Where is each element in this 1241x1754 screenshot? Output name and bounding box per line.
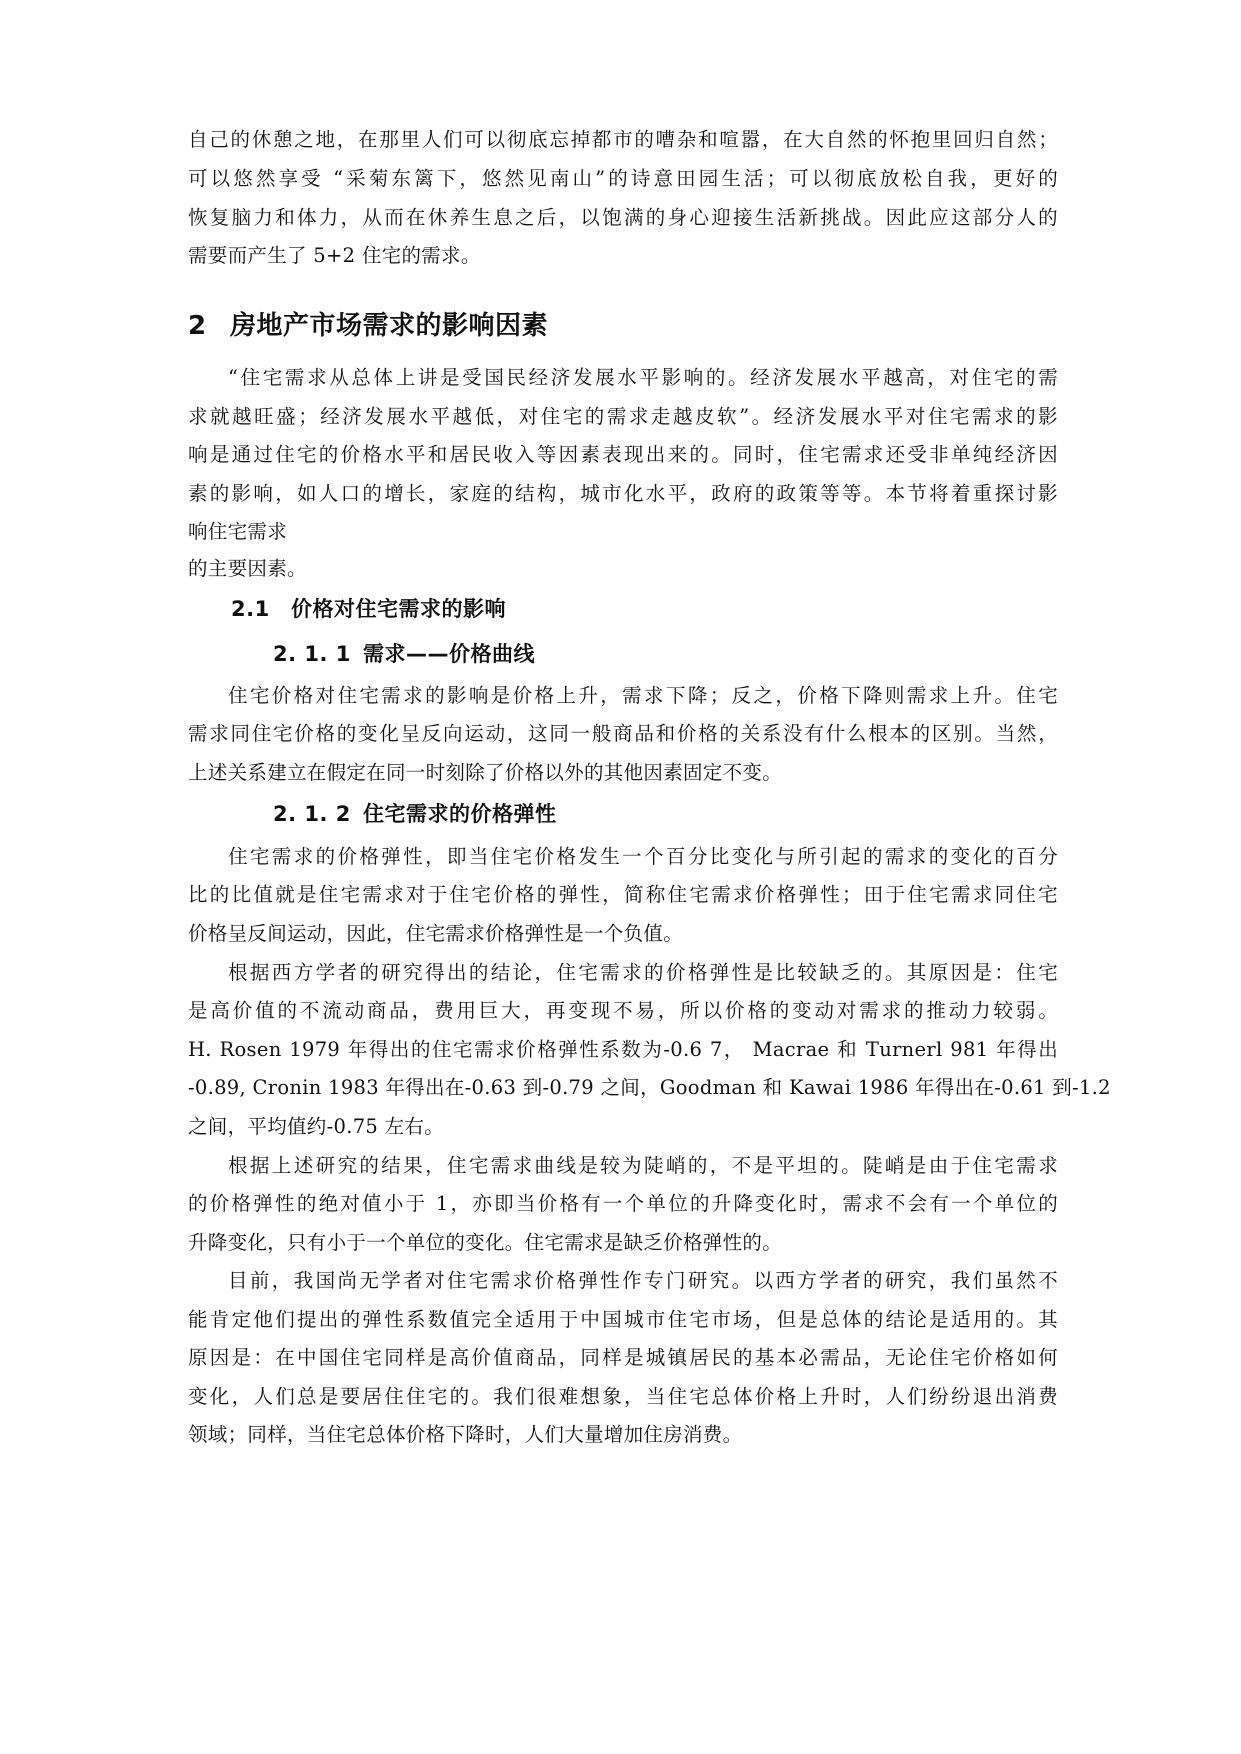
- paragraph-line: 原因是：在中国住宅同样是高价值商品，同样是城镇居民的基本必需品，无论住宅价格如何: [188, 1346, 1058, 1369]
- paragraph-line: 价格呈反间运动，因此，住宅需求价格弹性是一个负值。: [188, 922, 684, 945]
- paragraph-line: 求就越旺盛；经济发展水平越低，对住宅的需求走越皮软”。经济发展水平对住宅需求的影: [188, 405, 1058, 428]
- subsection-number: 2.1: [231, 597, 270, 621]
- paragraph-line: -0.89, Cronin 1983 年得出在-0.63 到-0.79 之间，Goodman 和 Kawai 1986 年得出在-0.61 到-1.2: [188, 1076, 1111, 1099]
- paragraph-line: 素的影响，如人口的增长，家庭的结构，城市化水平，政府的政策等等。本节将着重探讨影: [188, 482, 1058, 505]
- paragraph-line: 上述关系建立在假定在同一时刻除了价格以外的其他因素固定不变。: [188, 761, 783, 784]
- paragraph-line: “住宅需求从总体上讲是受国民经济发展水平影响的。经济发展水平越高，对住宅的需: [228, 366, 1058, 389]
- paragraph-line: 恢复脑力和体力，从而在休养生息之后，以饱满的身心迎接生活新挑战。因此应这部分人的: [188, 206, 1058, 229]
- paragraph-line: 住宅需求的价格弹性，即当住宅价格发生一个百分比变化与所引起的需求的变化的百分: [228, 845, 1058, 868]
- paragraph-line: 的价格弹性的绝对值小于 1，亦即当价格有一个单位的升降变化时，需求不会有一个单位的: [188, 1192, 1058, 1215]
- paragraph-line: 根据西方学者的研究得出的结论，住宅需求的价格弹性是比较缺乏的。其原因是：住宅: [228, 961, 1058, 984]
- paragraph-line: 升降变化，只有小于一个单位的变化。住宅需求是缺乏价格弹性的。: [188, 1231, 783, 1254]
- paragraph-line: 住宅价格对住宅需求的影响是价格上升，需求下降；反之，价格下降则需求上升。住宅: [228, 684, 1058, 707]
- paragraph-line: 响是通过住宅的价格水平和居民收入等因素表现出来的。同时，住宅需求还受非单纯经济因: [188, 443, 1058, 466]
- section-title: 房地产市场需求的影响因素: [230, 311, 549, 341]
- paragraph-line: 的主要因素。: [188, 557, 307, 580]
- section-heading: [188, 309, 548, 343]
- paragraph-line: 需要而产生了 5+2 住宅的需求。: [188, 244, 481, 267]
- subsubsection-title: 需求——价格曲线: [363, 642, 535, 666]
- paragraph-line: H. Rosen 1979 年得出的住宅需求价格弹性系数为-0.6 7， Macrae 和 Turnerl 981 年得出: [188, 1038, 1058, 1061]
- paragraph-line: 能肯定他们提出的弹性系数值完全适用于中国城市住宅市场，但是总体的结论是适用的。其: [188, 1308, 1058, 1331]
- paragraph-line: 根据上述研究的结果，住宅需求曲线是较为陡峭的，不是平坦的。陡峭是由于住宅需求: [228, 1154, 1058, 1177]
- subsubsection-number: 2. 1. 2: [273, 802, 351, 826]
- subsubsection-title: 住宅需求的价格弹性: [363, 802, 557, 826]
- paragraph-line: 自己的休憩之地，在那里人们可以彻底忘掉都市的嘈杂和喧嚣，在大自然的怀抱里回归自然；: [188, 128, 1058, 151]
- paragraph-line: 比的比值就是住宅需求对于住宅价格的弹性，简称住宅需求价格弹性；田于住宅需求同住宅: [188, 883, 1058, 906]
- subsubsection-heading: [273, 640, 535, 668]
- paragraph-line: 响住宅需求: [188, 520, 288, 543]
- paragraph-line: 领域；同样，当住宅总体价格下降时，人们大量增加住房消费。: [188, 1423, 743, 1446]
- section-number: 2: [188, 311, 207, 341]
- paragraph-line: 目前，我国尚无学者对住宅需求价格弹性作专门研究。以西方学者的研究，我们虽然不: [228, 1269, 1058, 1292]
- paragraph-line: 变化，人们总是要居住住宅的。我们很难想象，当住宅总体价格上升时，人们纷纷退出消费: [188, 1385, 1058, 1408]
- paragraph-line: 之间，平均值约-0.75 左右。: [188, 1115, 445, 1138]
- subsection-title: 价格对住宅需求的影响: [291, 597, 506, 621]
- subsection-heading: [231, 595, 506, 623]
- subsubsection-number: 2. 1. 1: [273, 642, 351, 666]
- subsubsection-heading: [273, 800, 557, 828]
- paragraph-line: 需求同住宅价格的变化呈反向运动，这同一般商品和价格的关系没有什么根本的区别。当然，: [188, 722, 1058, 745]
- paragraph-line: 是高价值的不流动商品，费用巨大，再变现不易，所以价格的变动对需求的推动力较弱。: [188, 999, 1058, 1022]
- paragraph-line: 可以悠然享受 “采菊东篱下，悠然见南山”的诗意田园生活；可以彻底放松自我，更好的: [188, 167, 1058, 190]
